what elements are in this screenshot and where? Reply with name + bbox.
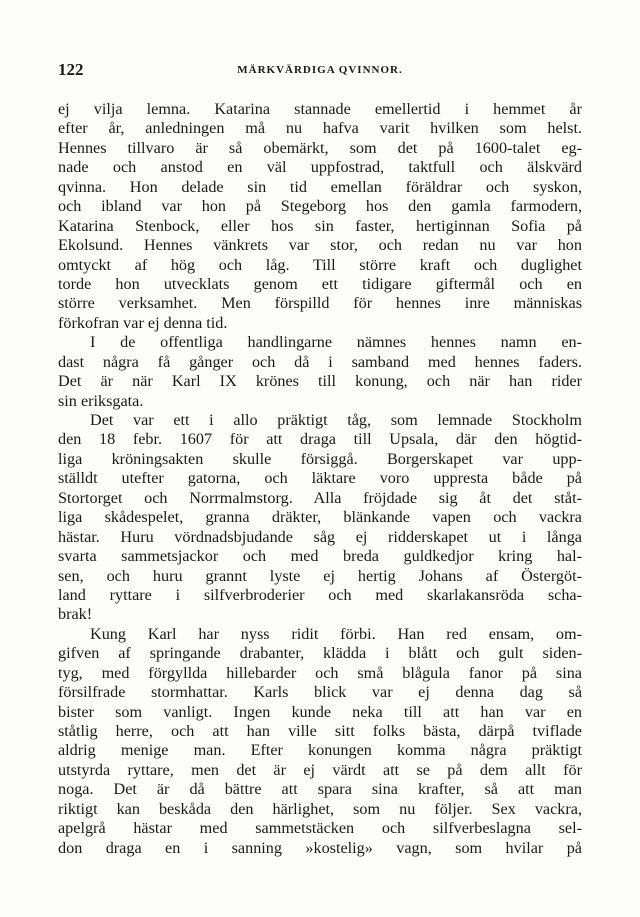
page-number: 122 xyxy=(58,60,84,79)
text-line: nade och anstod en väl uppfostrad, taktfull och älskvärd xyxy=(58,158,582,177)
text-line: försilfrade stormhattar. Karls blick var ej denna dag så xyxy=(58,683,582,702)
body-text xyxy=(58,100,582,858)
text-line: och ibland var hon på Stegeborg hos den gamla farmodern, xyxy=(58,197,582,216)
text-line: ställdt utefter gatorna, och läktare voro uppresta både på xyxy=(58,469,582,488)
text-line: ståtlig herre, och att han ville sitt folks bästa, därpå tviflade xyxy=(58,722,582,740)
text-line: större verksamhet. Men förspilld för hennes inre människas xyxy=(58,294,582,313)
text-line: Katarina Stenbock, eller hos sin faster, hertiginnan Sofia på xyxy=(58,216,582,235)
text-line: riktigt kan beskåda den härlighet, som nu följer. Sex vackra, xyxy=(58,799,582,818)
page-header xyxy=(58,60,582,84)
text-line: ej vilja lemna. Katarina stannade emellertid i hemmet år xyxy=(58,100,582,118)
text-line: den 18 febr. 1607 för att draga till Upsala, där den högtid- xyxy=(58,430,582,449)
text-line: liga kröningsakten skulle försiggå. Borgerskapet var upp- xyxy=(58,449,582,468)
text-line: förkofran var ej denna tid. xyxy=(58,313,228,332)
text-line: I de offentliga handlingarne nämnes hennes namn en- xyxy=(90,333,582,352)
text-line: tyg, med förgyllda hillebarder och små blågula fanor på sina xyxy=(58,663,582,682)
text-line: apelgrå hästar med sammetstäcken och silfverbeslagna sel- xyxy=(58,819,582,838)
text-line: hästar. Huru vördnadsbjudande såg ej ridderskapet ut i långa xyxy=(58,527,582,546)
text-line: sen, och huru grannt lyste ej hertig Johans af Östergöt- xyxy=(58,566,582,585)
running-head: MÄRKVÄRDIGA QVINNOR. xyxy=(237,64,403,76)
text-line: omtyckt af hög och låg. Till större kraft och duglighet xyxy=(58,255,582,274)
text-line: efter år, anledningen må nu hafva varit hvilken som helst. xyxy=(58,119,582,138)
text-line: aldrig menige man. Efter konungen komma några präktigt xyxy=(58,741,582,760)
text-line: noga. Det är då bättre att spara sina krafter, så att man xyxy=(58,780,582,799)
text-line: Stortorget och Norrmalmstorg. Alla fröjdade sig åt det ståt- xyxy=(58,488,582,507)
text-line: qvinna. Hon delade sin tid emellan föräldrar och syskon, xyxy=(58,177,582,196)
text-line: Hennes tillvaro är så obemärkt, som det på 1600-talet eg- xyxy=(58,138,582,157)
text-line: Ekolsund. Hennes vänkrets var stor, och redan nu var hon xyxy=(58,236,582,255)
text-line: svarta sammetsjackor och med breda guldkedjor kring hal- xyxy=(58,547,582,566)
text-line: land ryttare i silfverbroderier och med skarlakansröda scha- xyxy=(58,585,582,604)
text-line: liga skådespelet, granna dräkter, blänkande vapen och vackra xyxy=(58,508,582,527)
text-line: brak! xyxy=(58,605,93,624)
text-line: sin eriksgata. xyxy=(58,391,144,410)
text-line: Det var ett i allo präktigt tåg, som lemnade Stockholm xyxy=(90,411,582,429)
text-line: bister som vanligt. Ingen kunde neka till att han var en xyxy=(58,702,582,721)
text-line: utstyrda ryttare, men det är ej värdt att se på dem allt för xyxy=(58,760,582,779)
text-line: gifven af springande drabanter, klädda i blått och gult siden- xyxy=(58,644,582,663)
text-line: torde hon utvecklats genom ett tidigare giftermål och en xyxy=(58,274,582,293)
text-line: Kung Karl har nyss ridit förbi. Han red ensam, om- xyxy=(90,624,582,643)
text-line: Det är när Karl IX krönes till konung, och när han rider xyxy=(58,372,582,391)
text-line: dast några få gånger och då i samband med hennes faders. xyxy=(58,352,582,371)
text-line: don draga en i sanning »kostelig» vagn, som hvilar på xyxy=(58,838,582,857)
